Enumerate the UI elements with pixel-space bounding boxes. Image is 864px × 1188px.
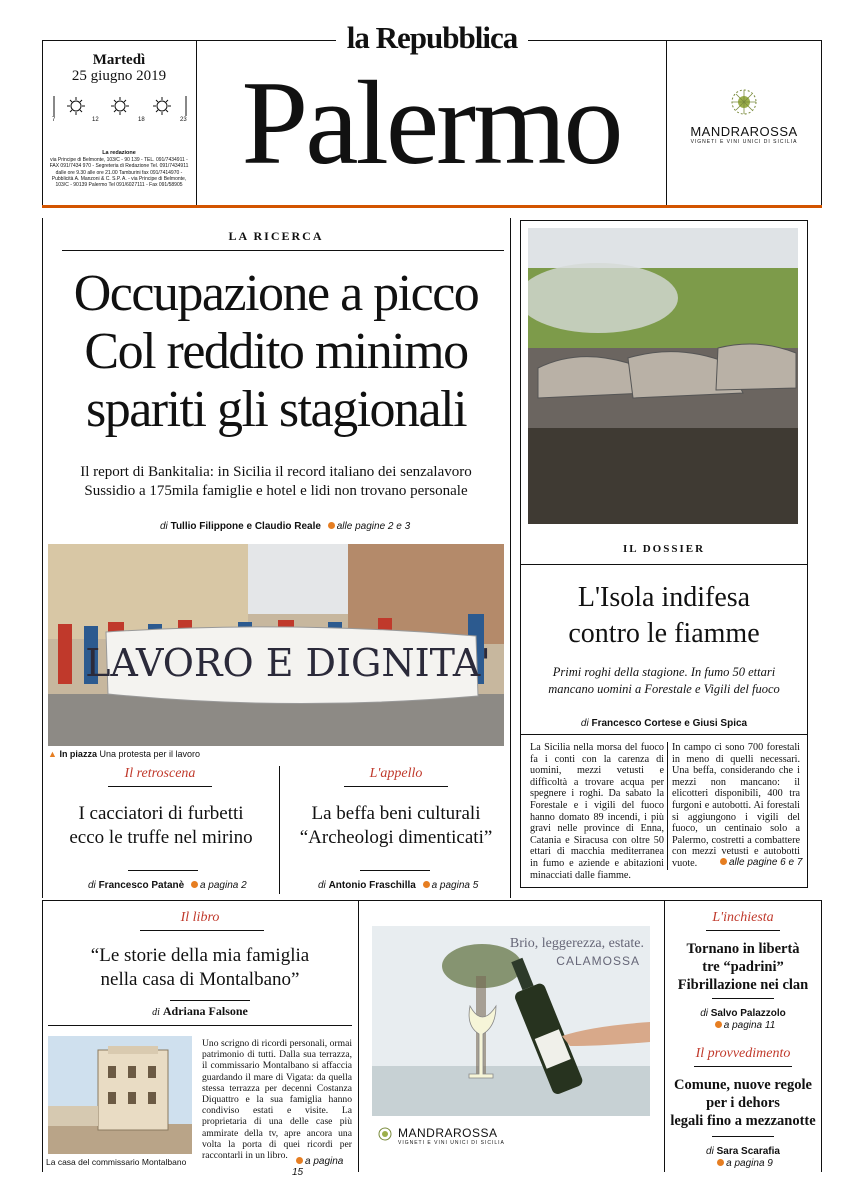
hour-18: 18 [138,117,145,123]
lead-kicker-rule [62,250,504,251]
orange-dot-icon [191,881,198,888]
libro-author: Adriana Falsone [162,1004,248,1018]
appello-headline-line-2: “Archeologi dimenticati” [299,827,493,848]
protest-photo [48,544,504,746]
dossier-headline [520,580,808,652]
bottom-divider-2 [664,900,665,1172]
dossier-col-1: La Sicilia nella morsa del fuoco fa i conti con la carenza di uomini, mezzi vetusti e difficoltà a trovare acqua per spegnere i roghi. Da sabato la Forestale e i vigili del fuoco hanno domato 89 incendi, i più gravi nelle province di Enna, Catania e Siracusa con oltre 50 ettari di macchia mediterranea in fumo e aziende e abitazioni minacciati dalle fiamme. [530,742,664,881]
provvedimento-headline-line-3: legali fino a mezzanotte [670,1113,816,1129]
dossier-headline-line-1: L'Isola indifesa [577,582,751,613]
house-photo [48,1036,192,1154]
frame-left [42,40,43,205]
inchiesta-headline-line-2: tre “padrini” [702,959,784,975]
mandrarossa-logo-icon [726,84,762,124]
issue-date: 25 giugno 2019 [71,68,167,84]
city-title: Palermo [241,56,621,189]
hour-12: 12 [92,117,99,123]
wine-advertisement[interactable] [372,926,650,1156]
lead-photo-caption [48,749,504,759]
libro-text-rule [48,1025,352,1026]
appello-byline [318,880,508,891]
provvedimento-author: Sara Scarafia [716,1146,780,1157]
dossier-pages [716,857,806,868]
retroscena-headline-line-1: I cacciatori di furbetti [78,803,244,824]
weather-sun-icons [52,94,188,124]
burned-cars-photo [528,228,798,524]
libro-headline-line-2: nella casa di Montalbano” [100,969,300,990]
lead-photo [48,544,504,746]
brand-logo: la Repubblica [346,20,518,55]
dossier-photo [528,228,798,524]
dossier-kicker-rule [520,564,808,565]
provvedimento-headline [666,1076,820,1130]
orange-dot-icon [715,1021,722,1028]
provvedimento-headline-line-2: per i dehors [706,1095,780,1111]
caption-triangle-icon: ▲ [48,749,57,759]
libro-headline [48,944,352,992]
lead-byline [160,521,500,532]
bottom-top-rule [42,900,822,901]
appello-headline-line-1: La beffa beni culturali [311,803,481,824]
caption-bold: In piazza [59,749,97,759]
dossier-authors: Francesco Cortese e Giusi Spica [591,718,748,729]
redazione-title: La redazione [102,150,136,156]
inchiesta-byline-rule [712,998,774,999]
orange-dot-icon [717,1159,724,1166]
provvedimento-page [666,1158,820,1169]
appello-section: L'appello [369,766,423,781]
masthead-ad-tagline: VIGNETI E VINI UNICI DI SICILIA [690,139,798,145]
protest-banner-text: LAVORO E DIGNITA' [85,641,491,685]
bottom-frame-right [821,900,822,1172]
appello-author: Antonio Fraschilla [328,880,416,891]
provvedimento-di: di [706,1146,714,1157]
masthead-orange-rule [42,205,822,208]
dossier-col-divider [667,742,668,870]
libro-page-link[interactable]: a pagina 15 [292,1156,344,1178]
weather-strip [52,94,188,124]
appello-page[interactable]: a pagina 5 [431,880,479,891]
appello-rule [344,786,448,787]
dossier-summary-line-2: mancano uomini a Forestale e Vigili del fuoco [548,682,780,696]
libro-text: Uno scrigno di ricordi personali, ormai patrimonio di tutti. Dalla sua terrazza, il commissario Montalbano si affaccia guardando il mare di Vigata: da quella stessa terrazza per decenni Costanza Diquattro e la sua famiglia hanno condiviso estati e visite. La proprietaria di una delle case più ammirate della tv, apre ancora una volta la porta di quei ricordi per raccontarli in un libro. [202,1038,352,1162]
dossier-kicker: IL DOSSIER [622,543,706,555]
provvedimento-rule [694,1066,792,1067]
bottom-frame-left [42,900,43,1172]
inchiesta-section: L'inchiesta [712,910,774,925]
inchiesta-headline [666,940,820,994]
lead-summary-line-2: Sussidio a 175mila famiglie e hotel e lidi non trovano personale [84,483,468,499]
masthead-top-rule-right [528,40,822,41]
issue-day: Martedì [92,52,146,68]
lead-headline-line-2: Col reddito minimo [84,323,468,380]
dossier-byline [520,718,808,729]
inchiesta-page-link[interactable]: a pagina 11 [723,1020,776,1031]
orange-dot-icon [296,1157,303,1164]
masthead-ad-brand: MANDRAROSSA [690,124,798,139]
retroscena-page[interactable]: a pagina 2 [199,880,247,891]
inchiesta-author: Salvo Palazzolo [710,1008,786,1019]
lead-byline-di: di [160,521,168,532]
orange-dot-icon [720,858,727,865]
lead-summary-line-1: Il report di Bankitalia: in Sicilia il record italiano dei senzalavoro [80,464,472,480]
lead-kicker: LA RICERCA [228,229,324,243]
appello-byline-rule [360,870,430,871]
frame-right [821,40,822,205]
retroscena-byline [88,880,278,891]
ad-line-1: Brio, leggerezza, estate. [509,936,644,951]
appello-headline [284,802,508,850]
inchiesta-headline-line-3: Fibrillazione nei clan [677,977,809,993]
libro-page [292,1156,356,1178]
main-frame-left [42,218,43,898]
lead-summary [48,463,504,501]
provvedimento-headline-line-1: Comune, nuove regole [674,1077,812,1093]
lead-headline [48,265,504,439]
dossier-summary-line-1: Primi roghi della stagione. In fumo 50 ettari [552,665,776,679]
ad-line-2: CALAMOSSA [556,954,640,968]
ad-logo-icon [378,1126,392,1145]
inchiesta-page [666,1020,820,1031]
redazione-text: via Principe di Belmonte, 103/C - 90 139 - TEL. 091/7434911 - FAX 091/7434 970 - Segreteria di Redazione Tel. 091/7434911 dalle ore 9.30 alle ore 21.00 Tamburini fax 091/7414970 - Pubblicità A. Manzoni & C. S.P. A. - via Principe di Belmonte, 103/C - 90139 Palermo Tel 091/6027111 - Fax 091/58905 [49,157,189,189]
libro-photo-caption: La casa del commissario Montalbano [46,1157,187,1167]
appello-di: di [318,880,326,891]
dossier-byline-rule [520,734,808,735]
libro-rule [140,930,264,931]
hour-23: 23 [180,117,187,123]
retroscena-rule [108,786,212,787]
main-divider [510,218,511,898]
dossier-pages-link[interactable]: alle pagine 6 e 7 [729,857,803,868]
orange-dot-icon [328,522,335,529]
masthead-divider-right [666,40,667,205]
libro-headline-line-1: “Le storie della mia famiglia [90,945,310,966]
hour-7: 7 [52,117,56,123]
provvedimento-byline-rule [712,1136,774,1137]
mid-divider [279,766,280,894]
retroscena-di: di [88,880,96,891]
retroscena-headline-line-2: ecco le truffe nel mirino [69,827,253,848]
montalbano-house-photo [48,1036,192,1154]
dossier-headline-line-2: contro le fiamme [568,618,760,649]
provvedimento-section: Il provvedimento [695,1046,791,1061]
lead-byline-pages[interactable]: alle pagine 2 e 3 [336,521,411,532]
masthead-top-rule-left [42,40,336,41]
inchiesta-di: di [700,1008,708,1019]
dossier-di: di [580,718,589,729]
provvedimento-page-link[interactable]: a pagina 9 [726,1158,773,1169]
caption-text: Una protesta per il lavoro [99,749,201,759]
retroscena-section: Il retroscena [124,766,196,781]
retroscena-author: Francesco Patanè [98,880,185,891]
dossier-summary [520,664,808,698]
ad-tagline: VIGNETI E VINI UNICI DI SICILIA [398,1140,505,1146]
inchiesta-byline [666,1008,820,1019]
retroscena-byline-rule [128,870,198,871]
libro-section: Il libro [180,910,220,925]
dossier-col-2: In campo ci sono 700 forestali in meno di quelli necessari. Una beffa, considerando che i mezzi non mancano: il elicotteri disponibili, 400 tra furgoni e autobotti. Ai forestali si aggiungono i vigili del fuoco, un centinaio solo a Palermo, costretti a combattere con mezzi vetusti e autobotti vuote. [672,742,800,869]
provvedimento-byline [666,1146,820,1157]
inchiesta-rule [706,930,780,931]
inchiesta-headline-line-1: Tornano in libertà [686,941,800,957]
libro-byline [48,1004,352,1019]
bottom-divider-1 [358,900,359,1172]
orange-dot-icon [423,881,430,888]
lead-headline-line-3: spariti gli stagionali [85,381,467,438]
libro-di: di [152,1007,160,1018]
libro-byline-rule [170,1000,250,1001]
retroscena-headline [48,802,274,850]
ad-brand: MANDRAROSSA [398,1126,498,1140]
lead-byline-authors: Tullio Filippone e Claudio Reale [170,521,321,532]
lead-headline-line-1: Occupazione a picco [73,265,479,322]
